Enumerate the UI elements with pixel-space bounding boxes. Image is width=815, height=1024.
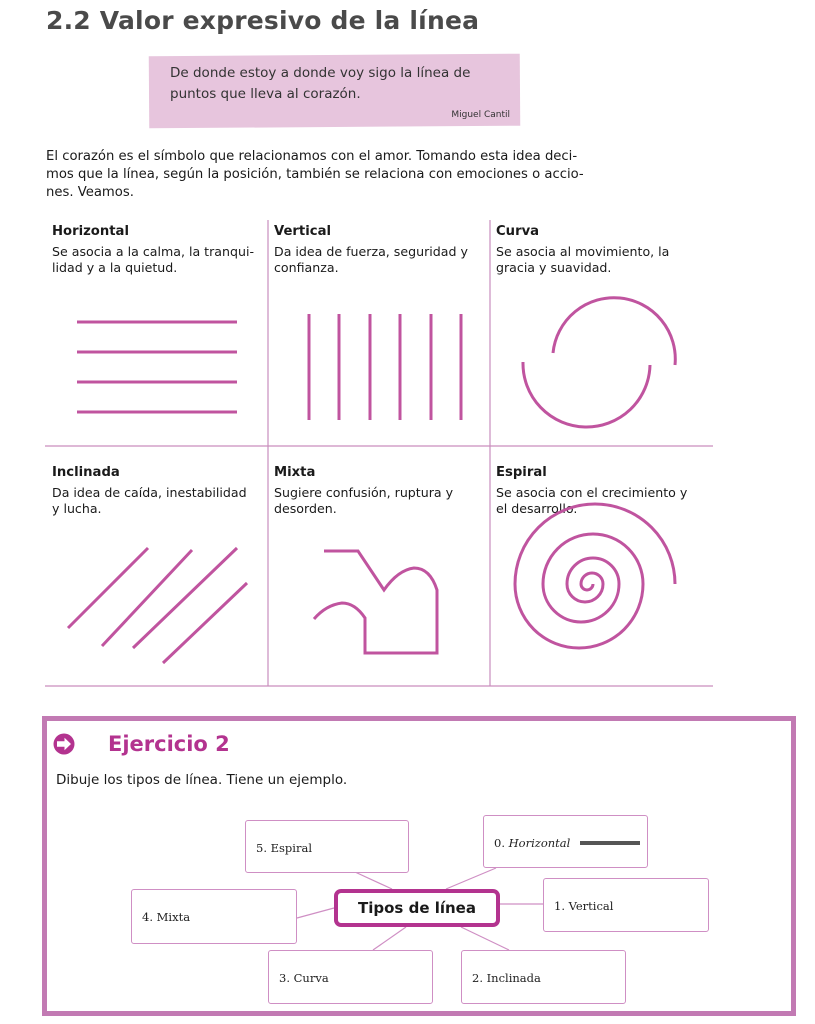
mindmap-box-curva[interactable]: [268, 950, 433, 1004]
cell-desc-line: gracia y suavidad.: [496, 260, 612, 275]
example-label: Horizontal: [508, 836, 571, 850]
mindmap-label: 4. Mixta: [142, 910, 191, 924]
cell-desc-line: desorden.: [274, 501, 337, 516]
intro-line-3: nes. Veamos.: [46, 185, 134, 200]
cell-desc-line: Se asocia al movimiento, la: [496, 244, 670, 259]
cell-desc-line: el desarrollo.: [496, 501, 578, 516]
connector-mixta: [297, 908, 334, 918]
connector-curva: [373, 927, 406, 950]
cell-desc-line: Da idea de caída, inestabilidad: [52, 485, 247, 500]
mindmap-label: [494, 836, 570, 850]
intro-line-1: El corazón es el símbolo que relacionamos con el amor. Tomando esta idea deci-: [46, 149, 578, 164]
cell-desc-line: confianza.: [274, 260, 339, 275]
quote-author: Miguel Cantil: [451, 110, 510, 120]
cell-title: Inclinada: [52, 465, 120, 480]
mindmap-box-mixta[interactable]: [131, 889, 297, 944]
cell-desc-line: lidad y a la quietud.: [52, 260, 178, 275]
mindmap-box-inclinada[interactable]: [461, 950, 626, 1004]
intro-line-2: mos que la línea, según la posición, también se relaciona con emociones o accio-: [46, 167, 584, 182]
example-number: 0.: [494, 836, 505, 850]
section-number: 2.2: [46, 6, 91, 35]
mindmap-box-horizontal-example: [483, 815, 648, 868]
mindmap-box-espiral[interactable]: [245, 820, 409, 873]
cell-desc-line: Se asocia a la calma, la tranqui-: [52, 244, 254, 259]
cell-title: Curva: [496, 224, 540, 239]
mindmap-label: 5. Espiral: [256, 841, 312, 855]
quote-line-2: puntos que lleva al corazón.: [170, 86, 361, 102]
exercise-instruction: Dibuje los tipos de línea. Tiene un ejemplo.: [56, 772, 348, 788]
section-title: Valor expresivo de la línea: [99, 6, 480, 35]
cell-title: Mixta: [274, 465, 316, 480]
connector-horizontal: [446, 868, 496, 889]
cell-title: Horizontal: [52, 224, 129, 239]
example-horizontal-line: [580, 841, 640, 845]
mindmap-label: 1. Vertical: [554, 899, 614, 913]
mindmap-box-vertical[interactable]: [543, 878, 709, 932]
cell-desc-line: y lucha.: [52, 501, 102, 516]
mindmap-label: 3. Curva: [279, 971, 329, 985]
connector-inclinada: [461, 927, 509, 950]
mindmap-label: 2. Inclinada: [472, 971, 541, 985]
exercise-title: Ejercicio 2: [108, 732, 230, 756]
mindmap-center: Tipos de línea: [334, 889, 500, 927]
quote-line-1: De donde estoy a donde voy sigo la línea de: [170, 65, 471, 81]
cell-desc-line: Sugiere confusión, ruptura y: [274, 485, 454, 500]
cell-desc-line: Da idea de fuerza, seguridad y: [274, 244, 468, 259]
cell-title: Espiral: [496, 465, 547, 480]
cell-desc-line: Se asocia con el crecimiento y: [496, 485, 688, 500]
connector-espiral: [355, 872, 392, 889]
cell-title: Vertical: [274, 224, 331, 239]
